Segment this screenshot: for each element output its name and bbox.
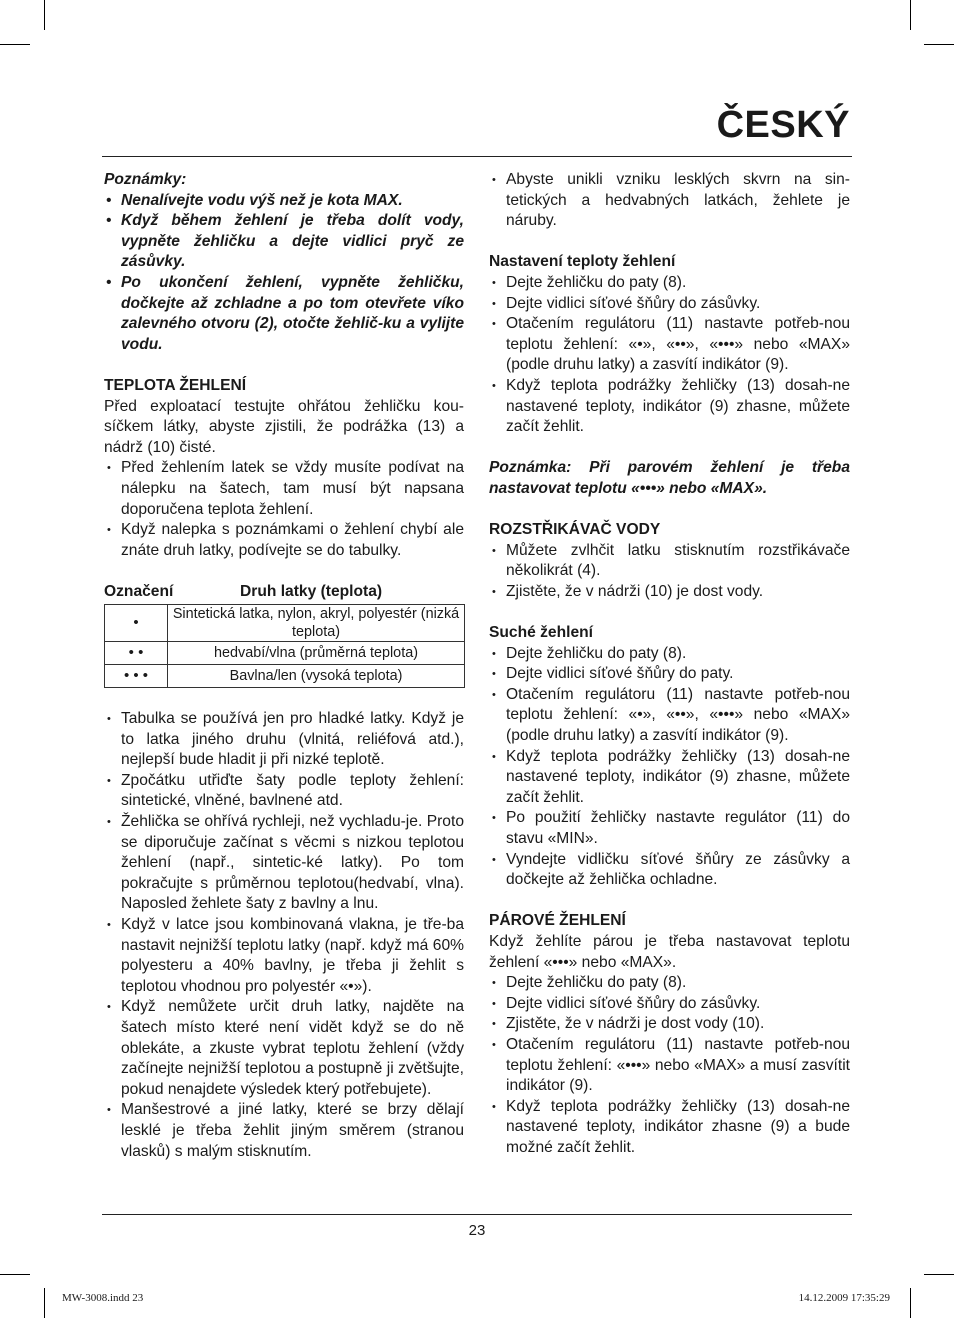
left-column [104, 170, 464, 1162]
list-item: • Otačením regulátoru (11) nastavte potřeb-nou teplotu žehlení: «•», «••», «•••» nebo «MAX» (podle druhu latky) a zasvítí indikátor (9). [489, 314, 850, 376]
temperature-intro: Před exploatací testujte ohřátou žehličku kou-síčkem látky, abyste zjistili, že podrážka (13) a nádrž (10) čisté. [104, 397, 464, 456]
table-cell-symbol: • [105, 605, 168, 642]
crop-mark [44, 1288, 45, 1318]
crop-mark [910, 1288, 911, 1318]
list-item: • Vyndejte vidličku síťové šňůry ze zásůvky a dočkejte až žehlička ochladne. [489, 850, 850, 891]
table-row [105, 605, 465, 642]
table-row [105, 642, 465, 665]
list-item: • Dejte žehličku do paty (8). [489, 644, 850, 665]
list-item: • Otačením regulátoru (11) nastavte potřeb-nou teplotu žehlení: «•», «••», «•••» nebo «MAX» (podle druhu latky) a zasvítí indikátor (9). [489, 685, 850, 747]
list-item: • Když nemůžete určit druh latky, najděte na šatech místo které není vidět když se do ně oblekáte, a zkuste vybrat teplotu žehlení (vždy začínejte nejnižší teplotou a postupně ji zvětšujte, pokud nenajdete výsledek který potřebujete). [104, 997, 464, 1100]
list-item: • Abyste unikli vzniku lesklých skvrn na sin-tetických a hedvabných latkách, žehlete je náruby. [489, 170, 850, 232]
list-item: • Před žehlením latek se vždy musíte podívat na nálepku na šatech, tam musí být napsana doporučena teplota žehlení. [104, 458, 464, 520]
list-item: • Zjistěte, že v nádrži (10) je dost vody. [489, 582, 850, 603]
steam-ironing-list [489, 973, 850, 1158]
crop-mark [0, 1274, 30, 1275]
temperature-list [104, 458, 464, 561]
notes-title: Poznámky: [104, 171, 187, 188]
section-heading-dry-ironing: Suché žehlení [489, 624, 593, 642]
header-rule [102, 156, 852, 157]
list-item: • Dejte žehličku do paty (8). [489, 973, 850, 994]
crop-mark [910, 0, 911, 30]
dry-ironing-list [489, 644, 850, 891]
top-list [489, 170, 850, 232]
crop-mark [44, 0, 45, 30]
footer-rule [102, 1214, 852, 1215]
section-heading-steam-ironing: PÁROVÉ ŽEHLENÍ [489, 912, 626, 930]
page-number: 23 [468, 1222, 486, 1239]
steam-note: Poznámka: Při parovém žehlení je třeba nastavovat teplotu «•••» nebo «MAX». [489, 459, 850, 497]
note-item: • Nenalívejte vodu výš než je kota MAX. [104, 191, 464, 212]
list-item: • Zpočátku utřiďte šaty podle teploty žehlení: sintetické, vlněné, bavlnené atd. [104, 771, 464, 812]
sprayer-list [489, 541, 850, 603]
list-item: • Dejte vidlici síťové šňůry do zásůvky. [489, 294, 850, 315]
table-cell-symbol: • • [105, 642, 168, 665]
crop-mark [924, 1274, 954, 1275]
table-cell-fabric: Bavlna/len (vysoká teplota) [168, 665, 465, 688]
list-item: • Manšestrové a jiné latky, které se brzy dělají lesklé je třeba žehlit jiným směrem (stranou vlasků) s malým stisknutím. [104, 1100, 464, 1162]
right-column [489, 170, 850, 1159]
section-heading-temperature: TEPLOTA ŽEHLENÍ [104, 376, 247, 394]
page-title: ČESKÝ [716, 104, 850, 146]
list-item: • Když teplota podrážky žehličky (13) dosah-ne nastavené teploty, indikátor zhasne (9) a bude možné začít žehlit. [489, 1097, 850, 1159]
table-cell-symbol: • • • [105, 665, 168, 688]
list-item: • Když v latce jsou kombinovaná vlakna, je tře-ba nastavit nejnižší teplotu latky (např. když má 60% polyesteru a 40% bavlny, je třeba ji žehlit s teplotou vhodnou pro polyestér «•»). [104, 915, 464, 997]
list-item: • Otačením regulátoru (11) nastavte potřeb-nou teplotu žehlení: «•••» nebo «MAX» a musí zasvítit indikátor (9). [489, 1035, 850, 1097]
list-item: • Když nalepka s poznámkami o žehlení chybí ale znáte druh latky, podívejte se do tabulky. [104, 520, 464, 561]
list-item: • Po použití žehličky nastavte regulátor (11) do stavu «MIN». [489, 808, 850, 849]
list-item: • Žehlička se ohřívá rychleji, než vychladu-je. Proto se diporučuje začínat s věcmi s nizkou teplotou žehlení (např., sintetic-ké latky). Po tom pokračujte s průměrnou teplotou(hedvabí, vlna). Naposled žehlete šaty z bavlny a lnu. [104, 812, 464, 915]
fabric-temperature-table [104, 604, 465, 688]
column-header-symbol: Označení [104, 582, 174, 600]
notes-list [104, 191, 464, 356]
note-item: • Když během žehlení je třeba dolít vody, vypněte žehličku a dejte vidlici pryč ze zásůvky. [104, 211, 464, 273]
note-item: • Po ukončení žehlení, vypněte žehličku, dočkejte až zchladne a po tom otevřete víko zalevného otvoru (2), otočte žehlič-ku a vylijte vodu. [104, 273, 464, 355]
footer-file-info: MW-3008.indd 23 [62, 1292, 144, 1304]
temperature-setting-list [489, 273, 850, 438]
table-header [104, 582, 464, 603]
list-item: • Dejte vidlici síťové šňůry do paty. [489, 664, 850, 685]
list-item: • Když teplota podrážky žehličky (13) dosah-ne nastavené teploty, indikátor (9) zhasne, můžete začít žehlit. [489, 376, 850, 438]
list-item: • Dejte žehličku do paty (8). [489, 273, 850, 294]
list-item: • Když teplota podrážky žehličky (13) dosah-ne nastavené teploty, indikátor (9) zhasne, můžete začít žehlit. [489, 747, 850, 809]
table-notes-list [104, 709, 464, 1162]
section-heading-temperature-setting: Nastavení teploty žehlení [489, 253, 676, 271]
column-header-fabric: Druh latky (teplota) [240, 582, 383, 600]
steam-intro: Když žehlíte párou je třeba nastavovat teplotu žehlení «•••» nebo «MAX». [489, 932, 850, 971]
table-cell-fabric: Sintetická latka, nylon, akryl, polyestér (nizká teplota) [168, 605, 465, 642]
list-item: • Tabulka se používá jen pro hladké latky. Když je to latka jiného druhu (vlnitá, reliéfová atd.), nejlepší bude hladit ji při nizké teplotě. [104, 709, 464, 771]
crop-mark [0, 44, 30, 45]
footer-timestamp: 14.12.2009 17:35:29 [798, 1292, 890, 1304]
section-heading-sprayer: ROZSTŘIKÁVAČ VODY [489, 521, 661, 539]
table-row [105, 665, 465, 688]
list-item: • Můžete zvlhčit latku stisknutím rozstřikávače několikrát (4). [489, 541, 850, 582]
list-item: • Zjistěte, že v nádrži je dost vody (10). [489, 1014, 850, 1035]
crop-mark [924, 44, 954, 45]
table-cell-fabric: hedvabí/vlna (průměrná teplota) [168, 642, 465, 665]
list-item: • Dejte vidlici síťové šňůry do zásůvky. [489, 994, 850, 1015]
